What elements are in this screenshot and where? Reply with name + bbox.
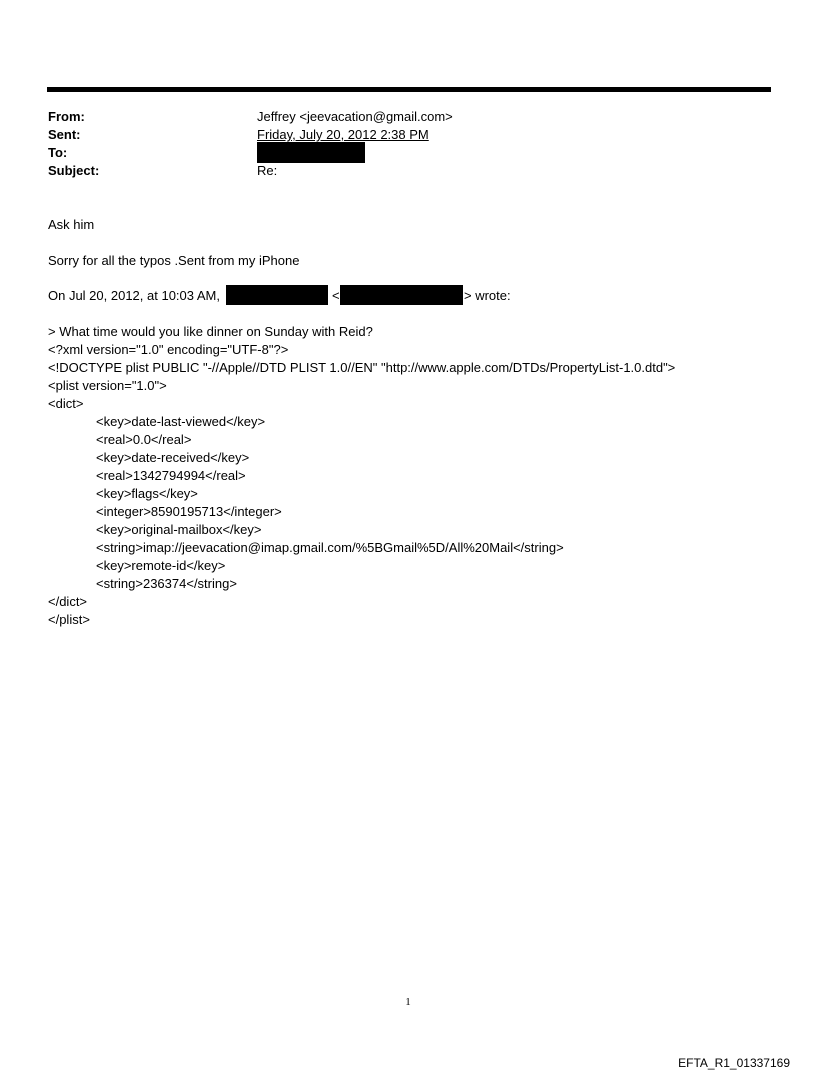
dict-line: <key>remote-id</key> <box>96 558 226 573</box>
doctype-line: <!DOCTYPE plist PUBLIC "-//Apple//DTD PLIST 1.0//EN" "http://www.apple.com/DTDs/PropertyList-1.0.dtd"> <box>48 360 676 375</box>
page-number: 1 <box>405 996 411 1008</box>
subject-label: Subject: <box>48 163 100 178</box>
quote-prefix: On Jul 20, 2012, at 10:03 AM, <box>48 288 221 303</box>
dict-line: <string>236374</string> <box>96 576 237 591</box>
quoted-question: > What time would you like dinner on Sunday with Reid? <box>48 324 373 339</box>
dict-line: <key>original-mailbox</key> <box>96 522 262 537</box>
body-line-signature: Sorry for all the typos .Sent from my iPhone <box>48 253 300 268</box>
header-rule <box>47 87 771 92</box>
from-value: Jeffrey <jeevacation@gmail.com> <box>257 109 453 124</box>
dict-close: </dict> <box>48 594 88 609</box>
dict-line: <real>0.0</real> <box>96 432 192 447</box>
dict-open: <dict> <box>48 396 84 411</box>
xml-declaration: <?xml version="1.0" encoding="UTF-8"?> <box>48 342 289 357</box>
dict-line: <key>date-last-viewed</key> <box>96 414 266 429</box>
dict-line: <integer>8590195713</integer> <box>96 504 282 519</box>
subject-value: Re: <box>257 163 278 178</box>
body-line-ask: Ask him <box>48 217 95 232</box>
sender-name-redaction <box>226 285 328 305</box>
sent-value: Friday, July 20, 2012 2:38 PM <box>257 127 429 142</box>
dict-line: <key>flags</key> <box>96 486 198 501</box>
plist-close: </plist> <box>48 612 90 627</box>
sent-label: Sent: <box>48 127 81 142</box>
to-label: To: <box>48 145 68 160</box>
from-label: From: <box>48 109 85 124</box>
bates-number: EFTA_R1_01337169 <box>678 1056 790 1070</box>
plist-open: <plist version="1.0"> <box>48 378 167 393</box>
sender-email-redaction <box>340 285 463 305</box>
dict-line: <real>1342794994</real> <box>96 468 246 483</box>
dict-line: <string>imap://jeevacation@imap.gmail.com/%5BGmail%5D/All%20Mail</string> <box>96 540 564 555</box>
quote-suffix: > wrote: <box>464 288 511 303</box>
quote-lt: < <box>332 288 340 303</box>
to-redaction <box>257 142 365 163</box>
dict-line: <key>date-received</key> <box>96 450 250 465</box>
